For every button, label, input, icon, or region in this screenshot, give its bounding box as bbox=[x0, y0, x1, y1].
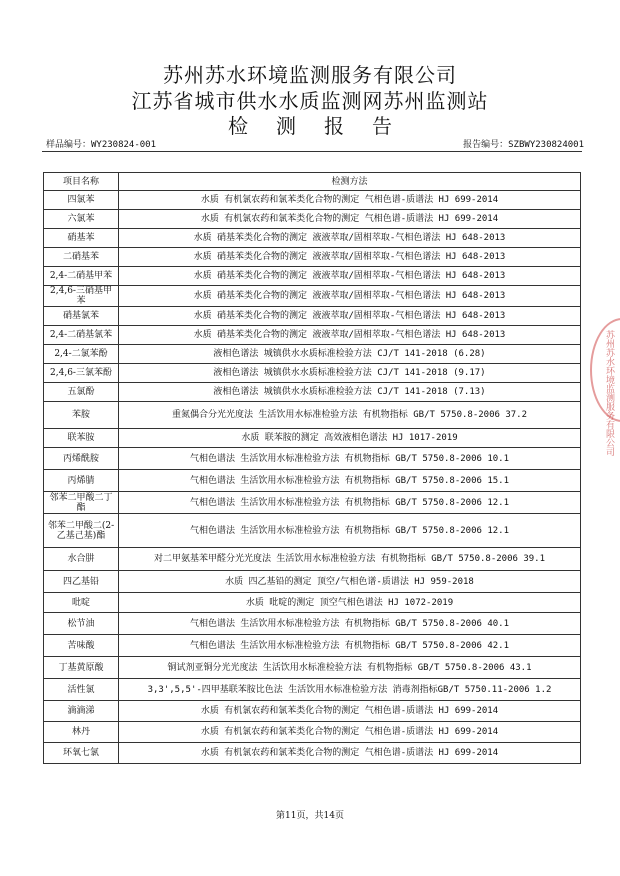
test-method: 水质 硝基苯类化合物的测定 液液萃取/固相萃取-气相色谱法 HJ 648-2013 bbox=[119, 326, 581, 345]
test-method: 气相色谱法 生活饮用水标准检验方法 有机物指标 GB/T 5750.8-2006 40.1 bbox=[119, 613, 581, 635]
item-name: 硝基氯苯 bbox=[44, 307, 119, 326]
test-method: 液相色谱法 城镇供水水质标准检验方法 CJ/T 141-2018 (6.28) bbox=[119, 345, 581, 364]
table-row bbox=[44, 593, 581, 613]
test-method: 对二甲氨基苯甲醛分光光度法 生活饮用水标准检验方法 有机物指标 GB/T 5750.8-2006 39.1 bbox=[119, 548, 581, 571]
table-row bbox=[44, 571, 581, 593]
item-name: 邻苯二甲酸二丁酯 bbox=[44, 492, 119, 514]
item-name: 五氯酚 bbox=[44, 383, 119, 402]
table-row bbox=[44, 635, 581, 657]
test-method: 水质 有机氯农药和氯苯类化合物的测定 气相色谱-质谱法 HJ 699-2014 bbox=[119, 722, 581, 743]
item-name: 二硝基苯 bbox=[44, 248, 119, 267]
company-name: 苏州苏水环境监测服务有限公司 bbox=[163, 63, 457, 87]
test-method: 重氮偶合分光光度法 生活饮用水标准检验方法 有机物指标 GB/T 5750.8-2006 37.2 bbox=[119, 402, 581, 429]
test-method: 液相色谱法 城镇供水水质标准检验方法 CJ/T 141-2018 (9.17) bbox=[119, 364, 581, 383]
table-row bbox=[44, 743, 581, 764]
report-title: 检测报告 bbox=[228, 114, 420, 138]
page-number: 第11页，共14页 bbox=[276, 811, 344, 821]
method-table bbox=[43, 172, 581, 764]
item-name: 四乙基铅 bbox=[44, 571, 119, 593]
table-row bbox=[44, 722, 581, 743]
item-name: 丙烯腈 bbox=[44, 470, 119, 492]
item-name: 丙烯酰胺 bbox=[44, 448, 119, 470]
station-name: 江苏省城市供水水质监测网苏州监测站 bbox=[131, 89, 489, 113]
company-seal-text: 苏州苏水环境监测服务有限公司 bbox=[604, 330, 614, 456]
test-method: 水质 有机氯农药和氯苯类化合物的测定 气相色谱-质谱法 HJ 699-2014 bbox=[119, 743, 581, 764]
item-name: 松节油 bbox=[44, 613, 119, 635]
test-method: 水质 有机氯农药和氯苯类化合物的测定 气相色谱-质谱法 HJ 699-2014 bbox=[119, 210, 581, 229]
test-method: 铜试剂亚铜分光光度法 生活饮用水标准检验方法 有机物指标 GB/T 5750.8-2006 43.1 bbox=[119, 657, 581, 679]
header-rule bbox=[42, 151, 582, 152]
column-header-name: 项目名称 bbox=[44, 173, 119, 191]
table-row bbox=[44, 248, 581, 267]
test-method: 水质 吡啶的测定 顶空气相色谱法 HJ 1072-2019 bbox=[119, 593, 581, 613]
table-row bbox=[44, 429, 581, 448]
table-row bbox=[44, 701, 581, 722]
test-method: 水质 硝基苯类化合物的测定 液液萃取/固相萃取-气相色谱法 HJ 648-2013 bbox=[119, 286, 581, 307]
table-row bbox=[44, 267, 581, 286]
table-row bbox=[44, 492, 581, 514]
table-row bbox=[44, 307, 581, 326]
test-method: 水质 硝基苯类化合物的测定 液液萃取/固相萃取-气相色谱法 HJ 648-2013 bbox=[119, 229, 581, 248]
item-name: 2,4,6-三硝基甲苯 bbox=[44, 286, 119, 307]
table-row bbox=[44, 514, 581, 548]
table-row bbox=[44, 229, 581, 248]
test-method: 水质 硝基苯类化合物的测定 液液萃取/固相萃取-气相色谱法 HJ 648-2013 bbox=[119, 307, 581, 326]
item-name: 联苯胺 bbox=[44, 429, 119, 448]
item-name: 滴滴涕 bbox=[44, 701, 119, 722]
table-row bbox=[44, 402, 581, 429]
table-row bbox=[44, 613, 581, 635]
test-method: 水质 有机氯农药和氯苯类化合物的测定 气相色谱-质谱法 HJ 699-2014 bbox=[119, 701, 581, 722]
item-name: 苦味酸 bbox=[44, 635, 119, 657]
test-method: 水质 有机氯农药和氯苯类化合物的测定 气相色谱-质谱法 HJ 699-2014 bbox=[119, 191, 581, 210]
table-row bbox=[44, 191, 581, 210]
item-name: 邻苯二甲酸二(2-乙基己基)酯 bbox=[44, 514, 119, 548]
test-method: 水质 硝基苯类化合物的测定 液液萃取/固相萃取-气相色谱法 HJ 648-2013 bbox=[119, 267, 581, 286]
item-name: 2,4-二氯苯酚 bbox=[44, 345, 119, 364]
test-method: 气相色谱法 生活饮用水标准检验方法 有机物指标 GB/T 5750.8-2006 12.1 bbox=[119, 514, 581, 548]
item-name: 2,4-二硝基甲苯 bbox=[44, 267, 119, 286]
table-row bbox=[44, 326, 581, 345]
table-row bbox=[44, 210, 581, 229]
item-name: 硝基苯 bbox=[44, 229, 119, 248]
column-header-method: 检测方法 bbox=[119, 173, 581, 191]
test-method: 气相色谱法 生活饮用水标准检验方法 有机物指标 GB/T 5750.8-2006 15.1 bbox=[119, 470, 581, 492]
test-method: 液相色谱法 城镇供水水质标准检验方法 CJ/T 141-2018 (7.13) bbox=[119, 383, 581, 402]
table-row bbox=[44, 657, 581, 679]
table-row bbox=[44, 364, 581, 383]
table-row bbox=[44, 548, 581, 571]
test-method: 气相色谱法 生活饮用水标准检验方法 有机物指标 GB/T 5750.8-2006 10.1 bbox=[119, 448, 581, 470]
item-name: 吡啶 bbox=[44, 593, 119, 613]
table-row bbox=[44, 470, 581, 492]
test-method: 水质 四乙基铅的测定 顶空/气相色谱-质谱法 HJ 959-2018 bbox=[119, 571, 581, 593]
table-row bbox=[44, 448, 581, 470]
item-name: 水合肼 bbox=[44, 548, 119, 571]
item-name: 环氧七氯 bbox=[44, 743, 119, 764]
sample-number: 样品编号：WY230824-001 bbox=[46, 140, 157, 150]
item-name: 苯胺 bbox=[44, 402, 119, 429]
item-name: 六氯苯 bbox=[44, 210, 119, 229]
table-row bbox=[44, 345, 581, 364]
test-method: 水质 硝基苯类化合物的测定 液液萃取/固相萃取-气相色谱法 HJ 648-2013 bbox=[119, 248, 581, 267]
test-method: 3,3',5,5'-四甲基联苯胺比色法 生活饮用水标准检验方法 消毒剂指标GB/T 5750.11-2006 1.2 bbox=[119, 679, 581, 701]
item-name: 四氯苯 bbox=[44, 191, 119, 210]
item-name: 丁基黄原酸 bbox=[44, 657, 119, 679]
table-row bbox=[44, 286, 581, 307]
table-header-row bbox=[44, 173, 581, 191]
test-method: 气相色谱法 生活饮用水标准检验方法 有机物指标 GB/T 5750.8-2006 12.1 bbox=[119, 492, 581, 514]
test-method: 气相色谱法 生活饮用水标准检验方法 有机物指标 GB/T 5750.8-2006 42.1 bbox=[119, 635, 581, 657]
item-name: 林丹 bbox=[44, 722, 119, 743]
item-name: 2,4,6-三氯苯酚 bbox=[44, 364, 119, 383]
item-name: 2,4-二硝基氯苯 bbox=[44, 326, 119, 345]
test-method: 水质 联苯胺的测定 高效液相色谱法 HJ 1017-2019 bbox=[119, 429, 581, 448]
table-row bbox=[44, 679, 581, 701]
item-name: 活性氯 bbox=[44, 679, 119, 701]
report-number: 报告编号：SZBWY230824001 bbox=[463, 140, 584, 150]
table-row bbox=[44, 383, 581, 402]
